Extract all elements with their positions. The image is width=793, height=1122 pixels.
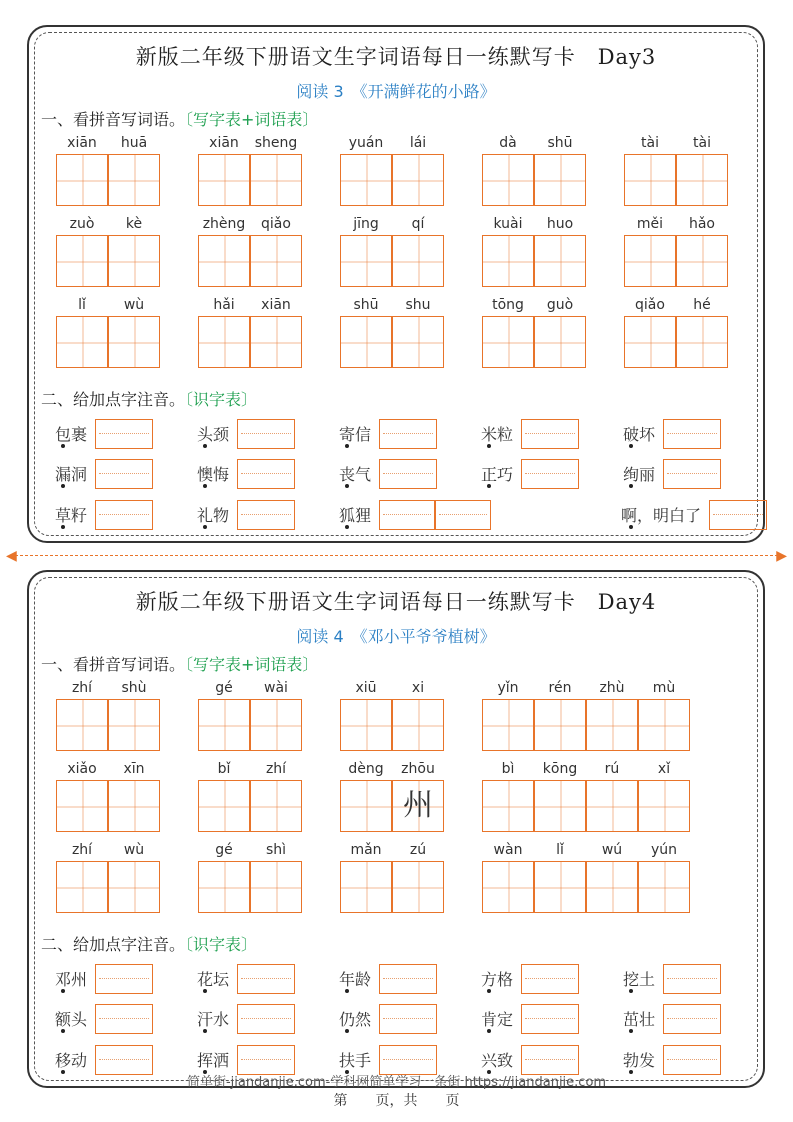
phonetic-word: 寄信 — [339, 425, 372, 444]
pinyin-syllable: mǎn — [350, 842, 382, 858]
pinyin-syllable: lái — [409, 135, 427, 151]
emphasis-dot — [345, 444, 349, 448]
pinyin-syllable: xiǎo — [67, 761, 97, 777]
tianzige-box[interactable] — [340, 235, 392, 287]
pinyin-syllable: kè — [125, 216, 143, 232]
phonetic-word: 扶手 — [339, 1051, 372, 1070]
section-title-pinyin — [41, 652, 318, 675]
emphasis-dot — [61, 989, 65, 993]
tianzige-box[interactable] — [586, 780, 638, 832]
phonetic-row — [29, 500, 763, 530]
answer-box[interactable] — [521, 419, 579, 449]
pinyin-syllable: yuán — [348, 135, 384, 151]
section-tag: 〔识字表〕 — [185, 390, 258, 409]
right-arrow-icon: ▶ — [776, 548, 787, 564]
pinyin-syllable: qiǎo — [635, 297, 665, 313]
pinyin-syllable: wú — [601, 842, 623, 858]
card-day4 — [27, 570, 765, 1088]
answer-box[interactable] — [237, 500, 295, 530]
tianzige-box[interactable] — [392, 861, 444, 913]
section-tag: 〔识字表〕 — [185, 935, 258, 954]
pinyin-syllable: dèng — [348, 761, 384, 777]
tianzige-box[interactable] — [108, 154, 160, 206]
pinyin-row — [29, 761, 763, 833]
tianzige-box[interactable] — [340, 699, 392, 751]
answer-box[interactable] — [435, 500, 491, 530]
phonetic-word: 懊悔 — [197, 465, 230, 484]
pinyin-row — [29, 135, 763, 207]
answer-box[interactable] — [663, 1004, 721, 1034]
tianzige-box[interactable] — [586, 861, 638, 913]
answer-box[interactable] — [379, 500, 435, 530]
answer-box[interactable] — [379, 1004, 437, 1034]
card-title: 新版二年级下册语文生字词语每日一练默写卡 Day4 — [135, 590, 657, 614]
emphasis-dot — [203, 1029, 207, 1033]
emphasis-dot — [203, 444, 207, 448]
emphasis-dot — [61, 525, 65, 529]
tianzige-box[interactable] — [482, 861, 534, 913]
answer-box[interactable] — [237, 459, 295, 489]
card-divider — [10, 555, 783, 556]
tianzige-box[interactable] — [198, 780, 250, 832]
tianzige-box[interactable] — [392, 235, 444, 287]
emphasis-dot — [629, 1029, 633, 1033]
answer-box[interactable] — [95, 419, 153, 449]
phonetic-word: 茁壮 — [623, 1010, 656, 1029]
emphasis-dot — [629, 484, 633, 488]
pinyin-syllable: rú — [604, 761, 620, 777]
pinyin-syllable: xi — [411, 680, 425, 696]
pinyin-row — [29, 216, 763, 288]
pinyin-syllable: sheng — [254, 135, 298, 151]
tianzige-box[interactable] — [638, 861, 690, 913]
phonetic-word: 年龄 — [339, 970, 372, 989]
answer-box[interactable] — [95, 459, 153, 489]
tianzige-box[interactable] — [392, 316, 444, 368]
tianzige-box[interactable] — [638, 780, 690, 832]
pinyin-syllable: lǐ — [78, 297, 86, 313]
left-arrow-icon: ◀ — [6, 548, 17, 564]
tianzige-box[interactable] — [482, 316, 534, 368]
tianzige-box[interactable] — [534, 861, 586, 913]
answer-box[interactable] — [237, 1004, 295, 1034]
section-label: 一、看拼音写词语。 — [41, 110, 186, 129]
phonetic-word: 礼物 — [197, 506, 230, 525]
tianzige-box[interactable] — [638, 699, 690, 751]
phonetic-row — [29, 419, 763, 449]
tianzige-box[interactable] — [676, 316, 728, 368]
phonetic-row — [29, 1004, 763, 1034]
tianzige-box[interactable] — [624, 235, 676, 287]
section-label: 二、给加点字注音。 — [41, 390, 186, 409]
card-title: 新版二年级下册语文生字词语每日一练默写卡 Day3 — [135, 45, 657, 69]
pinyin-syllable: mù — [652, 680, 676, 696]
phonetic-word: 头颈 — [197, 425, 230, 444]
answer-box[interactable] — [709, 500, 767, 530]
tianzige-box[interactable] — [340, 780, 392, 832]
emphasis-dot — [345, 1029, 349, 1033]
answer-box[interactable] — [663, 964, 721, 994]
phonetic-word: 额头 — [55, 1010, 88, 1029]
tianzige-box[interactable] — [56, 235, 108, 287]
pinyin-syllable: xiū — [355, 680, 377, 696]
tianzige-box[interactable] — [250, 861, 302, 913]
phonetic-word: 米粒 — [481, 425, 514, 444]
answer-box[interactable] — [379, 419, 437, 449]
card-day3 — [27, 25, 765, 543]
footer-page-number: 第 页，共 页 — [333, 1093, 460, 1109]
emphasis-dot — [487, 444, 491, 448]
pinyin-syllable: qí — [411, 216, 425, 232]
emphasis-dot — [629, 989, 633, 993]
phonetic-word: 仍然 — [339, 1010, 372, 1029]
pinyin-row — [29, 842, 763, 914]
phonetic-row — [29, 964, 763, 994]
pinyin-syllable: zhèng — [202, 216, 246, 232]
tianzige-box[interactable] — [676, 235, 728, 287]
phonetic-word: 肯定 — [481, 1010, 514, 1029]
pinyin-syllable: yún — [650, 842, 678, 858]
pinyin-syllable: shū — [353, 297, 379, 313]
answer-box[interactable] — [237, 964, 295, 994]
pinyin-syllable: xǐ — [657, 761, 671, 777]
tianzige-box[interactable] — [198, 154, 250, 206]
section-title-phonetic — [41, 387, 257, 410]
phonetic-word: 正巧 — [481, 465, 514, 484]
phonetic-word: 狐狸 — [339, 506, 372, 525]
tianzige-box[interactable] — [250, 316, 302, 368]
section-label: 一、看拼音写词语。 — [41, 655, 186, 674]
pinyin-syllable: gé — [215, 842, 233, 858]
emphasis-dot — [487, 484, 491, 488]
footer-watermark: 简单街-jiandanjie.com-学科网简单学习一条街 https://jiandanjie.com — [186, 1075, 607, 1090]
pinyin-syllable: lǐ — [556, 842, 564, 858]
pinyin-syllable: wàn — [493, 842, 523, 858]
pinyin-syllable: guò — [546, 297, 574, 313]
answer-box[interactable] — [379, 459, 437, 489]
pinyin-syllable: hé — [693, 297, 711, 313]
pinyin-syllable: shì — [265, 842, 287, 858]
tianzige-box[interactable] — [340, 316, 392, 368]
answer-box[interactable] — [521, 1004, 579, 1034]
emphasis-dot — [203, 525, 207, 529]
tianzige-box[interactable] — [250, 780, 302, 832]
pinyin-syllable: xīn — [123, 761, 145, 777]
phonetic-word: 汗水 — [197, 1010, 230, 1029]
section-title-phonetic — [41, 932, 257, 955]
emphasis-dot — [345, 484, 349, 488]
emphasis-dot — [629, 525, 633, 529]
phonetic-word: 啊，明白了 — [621, 506, 702, 525]
answer-box[interactable] — [95, 500, 153, 530]
pinyin-syllable: jīng — [353, 216, 379, 232]
tianzige-box[interactable] — [482, 235, 534, 287]
answer-box[interactable] — [379, 964, 437, 994]
tianzige-box[interactable] — [108, 780, 160, 832]
answer-box[interactable] — [521, 964, 579, 994]
pinyin-syllable: tài — [693, 135, 711, 151]
tianzige-box[interactable] — [250, 235, 302, 287]
emphasis-dot — [629, 444, 633, 448]
pinyin-syllable: gé — [215, 680, 233, 696]
pinyin-syllable: zhí — [71, 842, 93, 858]
tianzige-box[interactable] — [198, 699, 250, 751]
answer-box[interactable] — [95, 1004, 153, 1034]
pinyin-syllable: zú — [409, 842, 427, 858]
tianzige-box[interactable] — [108, 861, 160, 913]
answer-box[interactable] — [95, 964, 153, 994]
pinyin-syllable: zhōu — [401, 761, 435, 777]
emphasis-dot — [345, 525, 349, 529]
tianzige-box[interactable] — [340, 861, 392, 913]
pinyin-syllable: kuài — [493, 216, 523, 232]
phonetic-word: 移动 — [55, 1051, 88, 1070]
pinyin-syllable: zhí — [71, 680, 93, 696]
tianzige-box[interactable] — [340, 154, 392, 206]
tianzige-box[interactable] — [56, 780, 108, 832]
tianzige-box[interactable] — [198, 235, 250, 287]
tianzige-box[interactable] — [624, 316, 676, 368]
phonetic-word: 漏洞 — [55, 465, 88, 484]
emphasis-dot — [487, 1029, 491, 1033]
pinyin-syllable: wài — [264, 680, 288, 696]
tianzige-box[interactable] — [534, 316, 586, 368]
pinyin-syllable: shu — [405, 297, 431, 313]
pinyin-syllable: bì — [501, 761, 515, 777]
pinyin-syllable: yǐn — [497, 680, 519, 696]
tianzige-box[interactable] — [482, 699, 534, 751]
tianzige-box[interactable] — [198, 316, 250, 368]
pinyin-syllable: rén — [548, 680, 572, 696]
tianzige-box[interactable] — [108, 316, 160, 368]
phonetic-word: 草籽 — [55, 506, 88, 525]
tianzige-box[interactable] — [250, 699, 302, 751]
pinyin-syllable: wù — [123, 297, 145, 313]
pinyin-syllable: zuò — [69, 216, 95, 232]
phonetic-word: 挥洒 — [197, 1051, 230, 1070]
tianzige-box[interactable] — [482, 154, 534, 206]
phonetic-row — [29, 459, 763, 489]
pinyin-syllable: xiān — [261, 297, 291, 313]
emphasis-dot — [487, 989, 491, 993]
tianzige-box[interactable] — [56, 154, 108, 206]
card-subtitle: 阅读 3 《开满鲜花的小路》 — [296, 82, 496, 101]
phonetic-word: 方格 — [481, 970, 514, 989]
tianzige-box[interactable]: 州 — [392, 780, 444, 832]
tianzige-box[interactable] — [586, 699, 638, 751]
pinyin-syllable: xiān — [67, 135, 97, 151]
tianzige-box[interactable] — [624, 154, 676, 206]
pinyin-syllable: dà — [499, 135, 517, 151]
answer-box[interactable] — [521, 459, 579, 489]
phonetic-word: 挖土 — [623, 970, 656, 989]
pinyin-row — [29, 297, 763, 369]
pinyin-syllable: shù — [121, 680, 147, 696]
tianzige-box[interactable] — [392, 699, 444, 751]
answer-box[interactable] — [663, 419, 721, 449]
pinyin-syllable: tōng — [492, 297, 524, 313]
emphasis-dot — [61, 444, 65, 448]
phonetic-word: 丧气 — [339, 465, 372, 484]
emphasis-dot — [203, 989, 207, 993]
section-label: 二、给加点字注音。 — [41, 935, 186, 954]
emphasis-dot — [61, 1029, 65, 1033]
tianzige-box[interactable] — [108, 235, 160, 287]
section-tag: 〔写字表+词语表〕 — [185, 655, 319, 674]
tianzige-box[interactable] — [534, 235, 586, 287]
tianzige-box[interactable] — [534, 154, 586, 206]
tianzige-box[interactable] — [392, 154, 444, 206]
phonetic-word: 邓州 — [55, 970, 88, 989]
card-subtitle: 阅读 4 《邓小平爷爷植树》 — [296, 627, 496, 646]
section-title-pinyin — [41, 107, 318, 130]
pinyin-row — [29, 680, 763, 752]
tianzige-box[interactable] — [56, 316, 108, 368]
pinyin-syllable: xiān — [209, 135, 239, 151]
answer-box[interactable] — [663, 459, 721, 489]
section-tag: 〔写字表+词语表〕 — [185, 110, 319, 129]
pinyin-syllable: wù — [123, 842, 145, 858]
tianzige-box[interactable] — [56, 861, 108, 913]
pinyin-syllable: měi — [636, 216, 664, 232]
pinyin-syllable: zhù — [599, 680, 625, 696]
pinyin-syllable: hǎo — [688, 216, 716, 232]
pinyin-syllable: huo — [546, 216, 574, 232]
phonetic-word: 花坛 — [197, 970, 230, 989]
tianzige-box[interactable] — [482, 780, 534, 832]
tianzige-box[interactable] — [250, 154, 302, 206]
phonetic-word: 绚丽 — [623, 465, 656, 484]
pinyin-syllable: shū — [547, 135, 573, 151]
pinyin-syllable: qiǎo — [261, 216, 291, 232]
phonetic-word: 破坏 — [623, 425, 656, 444]
tianzige-box[interactable] — [534, 699, 586, 751]
pinyin-syllable: huā — [120, 135, 148, 151]
tianzige-box[interactable] — [676, 154, 728, 206]
pinyin-syllable: zhí — [265, 761, 287, 777]
phonetic-word: 兴致 — [481, 1051, 514, 1070]
tianzige-box[interactable] — [56, 699, 108, 751]
answer-box[interactable] — [237, 419, 295, 449]
pinyin-syllable: bǐ — [217, 761, 231, 777]
pinyin-syllable: kōng — [542, 761, 578, 777]
phonetic-word: 勃发 — [623, 1051, 656, 1070]
phonetic-word: 包裹 — [55, 425, 88, 444]
tianzige-box[interactable] — [198, 861, 250, 913]
pinyin-syllable: hǎi — [213, 297, 235, 313]
emphasis-dot — [61, 484, 65, 488]
emphasis-dot — [203, 484, 207, 488]
tianzige-box[interactable] — [108, 699, 160, 751]
emphasis-dot — [345, 989, 349, 993]
tianzige-box[interactable] — [534, 780, 586, 832]
pinyin-syllable: tài — [641, 135, 659, 151]
